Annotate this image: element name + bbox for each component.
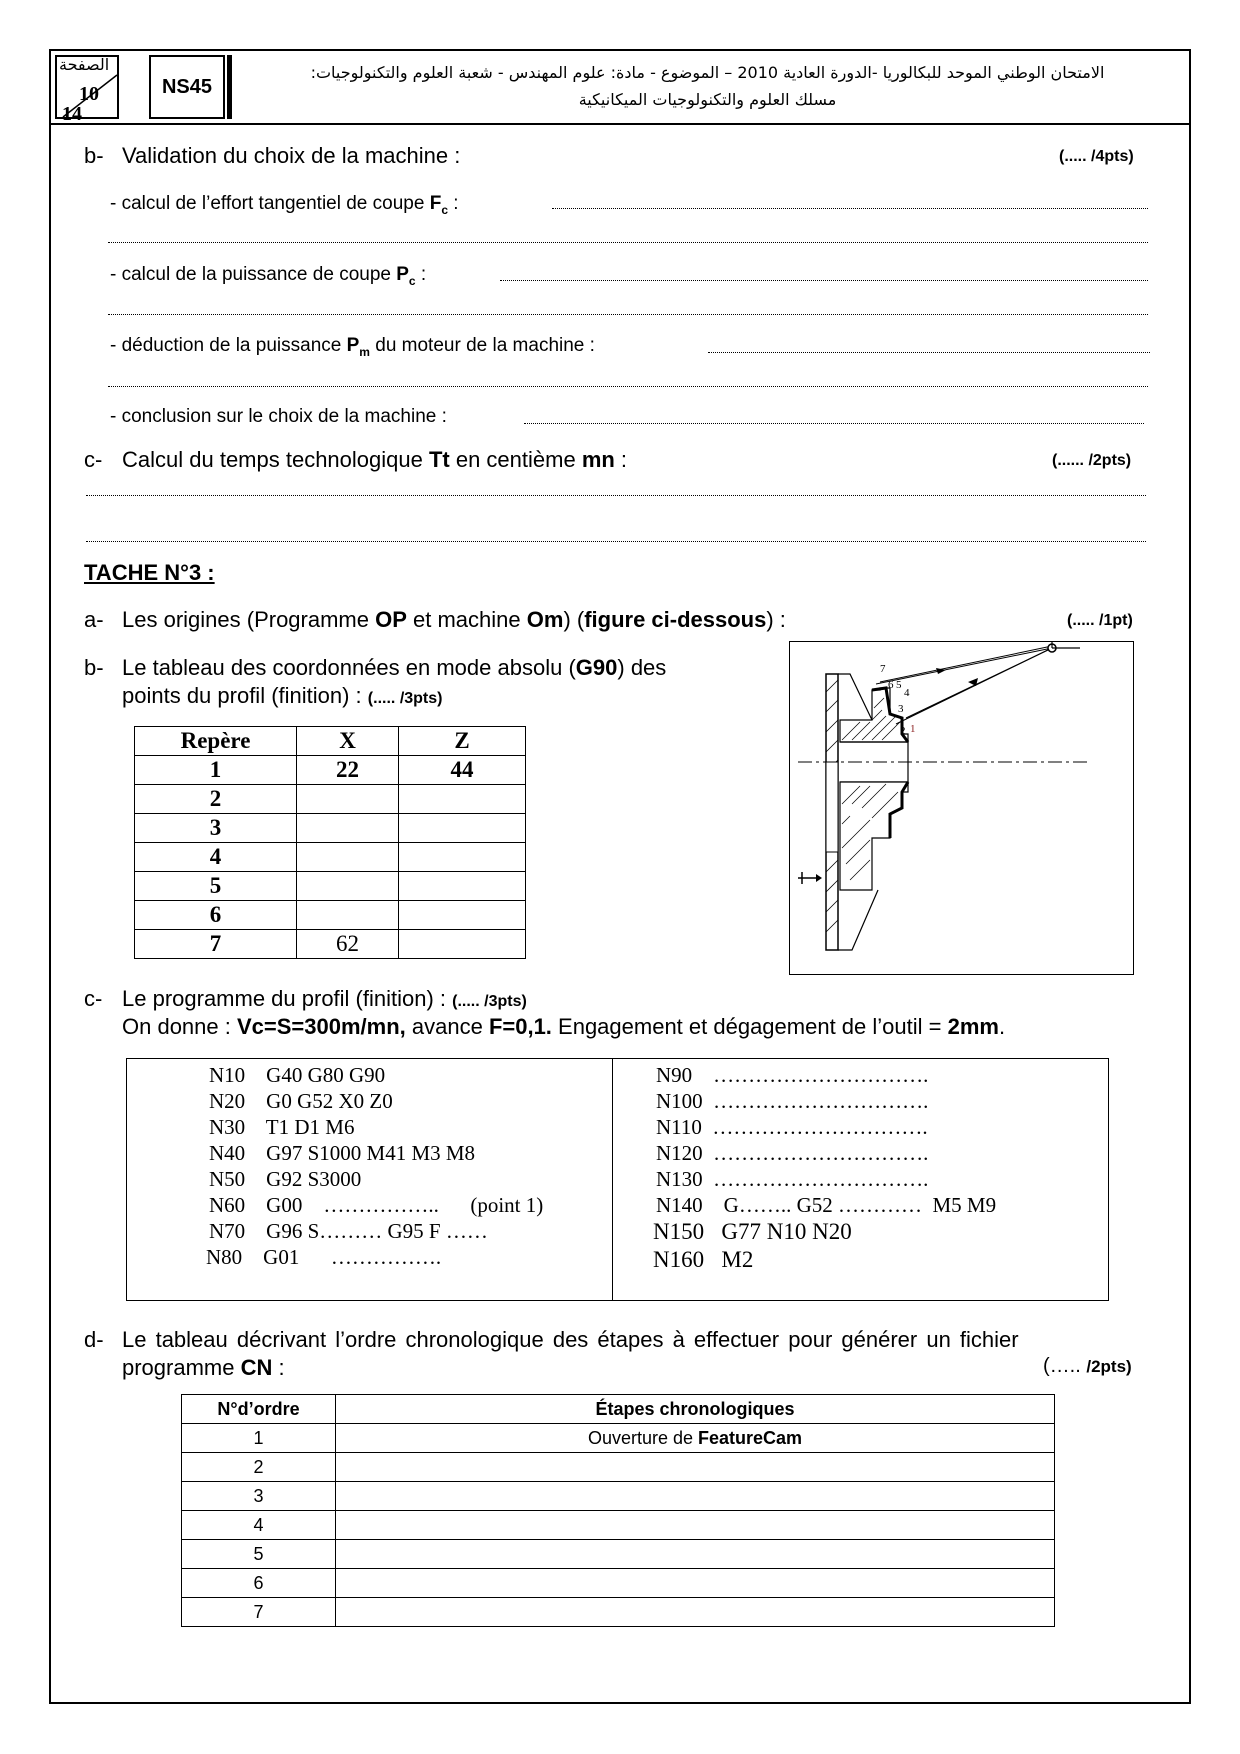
cell-step[interactable] xyxy=(336,1482,1055,1511)
cell-order: 4 xyxy=(182,1511,336,1540)
tool-path xyxy=(876,648,1052,684)
part-drawing xyxy=(790,642,1133,974)
item-pc: - calcul de la puissance de coupe $P_c$ : xyxy=(110,264,427,288)
header-order: N°d’ordre xyxy=(182,1395,336,1424)
cell-x: 62 xyxy=(297,930,399,959)
program-line: N40 G97 S1000 M41 M3 M8 xyxy=(209,1141,476,1165)
program-line: N50 G92 S3000 xyxy=(209,1167,362,1191)
part-upper xyxy=(840,688,908,742)
item-pm: - déduction de la puissance $P_m$ du moteur de la machine : xyxy=(110,335,595,359)
program-line[interactable]: N120 …………………………. xyxy=(656,1141,929,1165)
program-line[interactable]: N60 G00 …………….. (point 1) xyxy=(209,1193,544,1217)
cell-z[interactable] xyxy=(399,930,526,959)
point-label-5: 5 xyxy=(896,679,902,691)
table-header-row xyxy=(182,1395,1055,1424)
header-steps: Étapes chronologiques xyxy=(336,1395,1055,1424)
program-line[interactable]: N100 …………………………. xyxy=(656,1089,929,1113)
table-row xyxy=(182,1569,1055,1598)
cell-step[interactable] xyxy=(336,1511,1055,1540)
task3-a-text: Les origines (Programme OP et machine Om) (figure ci-dessous) : xyxy=(122,607,786,632)
cell-order: 3 xyxy=(182,1482,336,1511)
cell-order: 6 xyxy=(182,1569,336,1598)
answer-line[interactable] xyxy=(108,314,1148,315)
cell-order: 1 xyxy=(182,1424,336,1453)
task3-title: TACHE N°3 : xyxy=(84,560,215,585)
answer-line[interactable] xyxy=(552,208,1148,209)
section-b-title: Validation du choix de la machine : xyxy=(122,143,461,168)
program-line[interactable]: N70 G96 S……… G95 F …… xyxy=(209,1219,488,1243)
exam-title xyxy=(227,55,1183,119)
arrow-icon xyxy=(816,874,822,882)
part-lower xyxy=(840,782,908,890)
task3-a-label: a- xyxy=(84,607,104,632)
chuck-bore xyxy=(826,762,838,852)
cell-z[interactable] xyxy=(399,901,526,930)
header-repere: Repère xyxy=(135,727,297,756)
cell-repere: 2 xyxy=(135,785,297,814)
cell-order: 7 xyxy=(182,1598,336,1627)
cell-x[interactable] xyxy=(297,843,399,872)
program-line[interactable]: N130 …………………………. xyxy=(656,1167,929,1191)
program-line[interactable]: N140 G…….. G52 ………… M5 M9 xyxy=(656,1193,997,1217)
exam-title-line1: الامتحان الوطني الموحد للبكالوريا -الدورة العادية 2010 – الموضوع - مادة: علوم المهندس - شعبة العلوم والتكنولوجيات: xyxy=(310,63,1105,82)
cell-z[interactable] xyxy=(399,785,526,814)
section-c-points: (...... /2pts) xyxy=(1052,452,1132,469)
chuck-taper-bottom xyxy=(838,890,878,950)
table-row xyxy=(182,1424,1055,1453)
item-fc: - calcul de l’effort tangentiel de coupe $F_c$ : xyxy=(110,193,459,217)
program-line: N30 T1 D1 M6 xyxy=(209,1115,355,1139)
point-label-3: 3 xyxy=(898,703,904,715)
answer-line[interactable] xyxy=(86,495,1146,496)
task3-d-label: d- xyxy=(84,1327,104,1352)
exam-title-line2: مسلك العلوم والتكنولوجيات الميكانيكية xyxy=(578,90,837,109)
tool-path xyxy=(896,648,1052,724)
point-label-2: 2 xyxy=(900,725,906,737)
cell-repere: 1 xyxy=(135,756,297,785)
program-line: N150 G77 N10 N20 xyxy=(653,1219,852,1244)
page-label: الصفحة xyxy=(59,55,110,74)
task3-c-given: On donne : Vc=S=300m/mn, avance F=0,1. Engagement et dégagement de l’outil = 2mm. xyxy=(122,1014,1006,1039)
task3-d-points: (….. /2pts) xyxy=(1043,1355,1132,1377)
cn-program-box xyxy=(126,1058,1109,1301)
task3-b-label: b- xyxy=(84,655,104,680)
program-line[interactable]: N90 …………………………. xyxy=(656,1063,929,1087)
task3-d-line2: programme CN : xyxy=(122,1355,285,1380)
section-b-points: (..... /4pts) xyxy=(1059,148,1134,165)
task3-b-line2: points du profil (finition) : (..... /3pts) xyxy=(122,683,443,708)
cell-z[interactable] xyxy=(399,843,526,872)
cell-x[interactable] xyxy=(297,785,399,814)
page-total: 14 xyxy=(62,103,82,125)
task3-a-points: (..... /1pt) xyxy=(1067,612,1133,629)
program-line[interactable]: N80 G01 ……………. xyxy=(206,1245,442,1269)
cell-repere: 3 xyxy=(135,814,297,843)
part-figure xyxy=(789,641,1134,975)
cell-z: 44 xyxy=(399,756,526,785)
page-number-box xyxy=(55,55,119,125)
chuck-taper-top xyxy=(838,674,872,720)
task3-c-text: Le programme du profil (finition) : (..... /3pts) xyxy=(122,986,527,1011)
table-row xyxy=(182,1540,1055,1569)
answer-line[interactable] xyxy=(108,242,1148,243)
page-number: 10 xyxy=(79,83,99,105)
program-line: N20 G0 G52 X0 Z0 xyxy=(209,1089,393,1113)
table-row xyxy=(135,756,526,785)
program-line[interactable]: N110 …………………………. xyxy=(656,1115,928,1139)
table-row xyxy=(135,930,526,959)
cell-repere: 4 xyxy=(135,843,297,872)
cell-x[interactable] xyxy=(297,872,399,901)
point-label-6: 6 xyxy=(888,679,894,691)
tool-path xyxy=(880,646,1052,682)
cell-x[interactable] xyxy=(297,901,399,930)
cell-repere: 7 xyxy=(135,930,297,959)
exam-code: NS45 xyxy=(149,55,225,119)
cell-step[interactable] xyxy=(336,1453,1055,1482)
table-row xyxy=(135,785,526,814)
point-label-1: 1 xyxy=(910,723,916,735)
task3-c-label: c- xyxy=(84,986,103,1011)
answer-line[interactable] xyxy=(108,386,1148,387)
cell-x: 22 xyxy=(297,756,399,785)
exam-header xyxy=(49,49,1191,125)
cell-order: 2 xyxy=(182,1453,336,1482)
section-b-label: b- xyxy=(84,143,104,168)
section-c-title: Calcul du temps technologique Tt en centième mn : xyxy=(122,447,628,472)
steps-table xyxy=(181,1394,1055,1627)
cell-repere: 5 xyxy=(135,872,297,901)
table-row xyxy=(135,872,526,901)
point-label-7: 7 xyxy=(880,663,886,675)
program-divider xyxy=(612,1059,613,1300)
table-row xyxy=(182,1598,1055,1627)
point-label-4: 4 xyxy=(904,687,910,699)
task3-b-text: Le tableau des coordonnées en mode absolu (G90) des xyxy=(122,655,667,680)
table-row xyxy=(135,843,526,872)
table-row xyxy=(182,1482,1055,1511)
answer-line[interactable] xyxy=(524,423,1144,424)
table-row xyxy=(182,1453,1055,1482)
cell-step[interactable] xyxy=(336,1540,1055,1569)
coordinates-table xyxy=(134,726,526,959)
section-c-label: c- xyxy=(84,447,103,472)
item-conclusion: - conclusion sur le choix de la machine : xyxy=(110,406,447,427)
cell-z[interactable] xyxy=(399,872,526,901)
cell-x[interactable] xyxy=(297,814,399,843)
cell-step[interactable] xyxy=(336,1569,1055,1598)
program-line: N160 M2 xyxy=(653,1247,754,1272)
program-line: N10 G40 G80 G90 xyxy=(209,1063,386,1087)
cell-z[interactable] xyxy=(399,814,526,843)
table-row xyxy=(135,814,526,843)
table-row xyxy=(182,1511,1055,1540)
answer-line[interactable] xyxy=(86,541,1146,542)
task3-d-line1: Le tableau décrivant l’ordre chronologique des étapes à effectuer pour générer un fichier xyxy=(122,1327,1019,1352)
table-row xyxy=(135,901,526,930)
header-z: Z xyxy=(399,727,526,756)
cell-repere: 6 xyxy=(135,901,297,930)
cell-step[interactable] xyxy=(336,1598,1055,1627)
cell-step: Ouverture de FeatureCam xyxy=(336,1424,1055,1453)
answer-line[interactable] xyxy=(708,352,1150,353)
header-x: X xyxy=(297,727,399,756)
cell-order: 5 xyxy=(182,1540,336,1569)
table-header-row xyxy=(135,727,526,756)
answer-line[interactable] xyxy=(500,280,1148,281)
